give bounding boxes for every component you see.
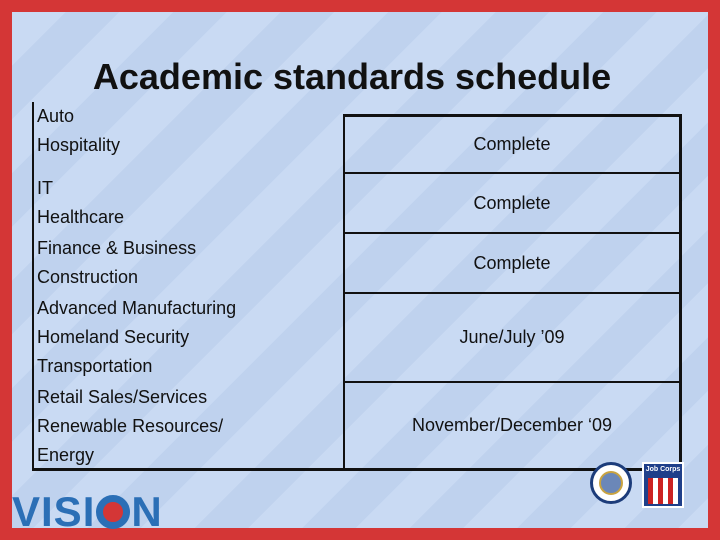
programs-cell	[32, 174, 343, 234]
dol-seal-icon	[590, 462, 632, 504]
table-row	[32, 234, 682, 294]
logo-o-ring	[96, 495, 130, 529]
schedule-table	[32, 102, 682, 471]
table-row	[32, 383, 682, 471]
slide	[12, 12, 708, 528]
status-cell: June/July ’09	[343, 294, 682, 383]
program-name: Auto	[37, 106, 75, 126]
programs-cell	[32, 383, 343, 471]
slide-title: Academic standards schedule	[92, 56, 612, 97]
programs-cell	[32, 102, 343, 174]
program-name: IT	[37, 178, 53, 198]
program-name: Transportation	[37, 356, 153, 376]
program-name: Renewable Resources/	[37, 416, 224, 436]
program-name: Retail Sales/Services	[37, 387, 208, 407]
program-name: Hospitality	[37, 135, 121, 155]
status-cell: Complete	[343, 174, 682, 234]
status-cell: Complete	[343, 234, 682, 294]
table-row	[32, 294, 682, 383]
status-cell: November/December ‘09	[343, 383, 682, 471]
vision-logo: VISI N	[12, 488, 163, 535]
program-name: Finance & Business	[37, 238, 197, 258]
program-name: Advanced Manufacturing	[37, 298, 237, 318]
table-row	[32, 174, 682, 234]
table-row	[32, 102, 682, 174]
program-name: Healthcare	[37, 207, 125, 227]
status-cell: Complete	[343, 114, 682, 174]
program-name: Construction	[37, 267, 139, 287]
programs-cell	[32, 294, 343, 383]
job-corps-logo-icon: Job Corps	[642, 462, 684, 508]
programs-cell	[32, 234, 343, 294]
program-name: Energy	[37, 445, 95, 465]
program-name: Homeland Security	[37, 327, 190, 347]
